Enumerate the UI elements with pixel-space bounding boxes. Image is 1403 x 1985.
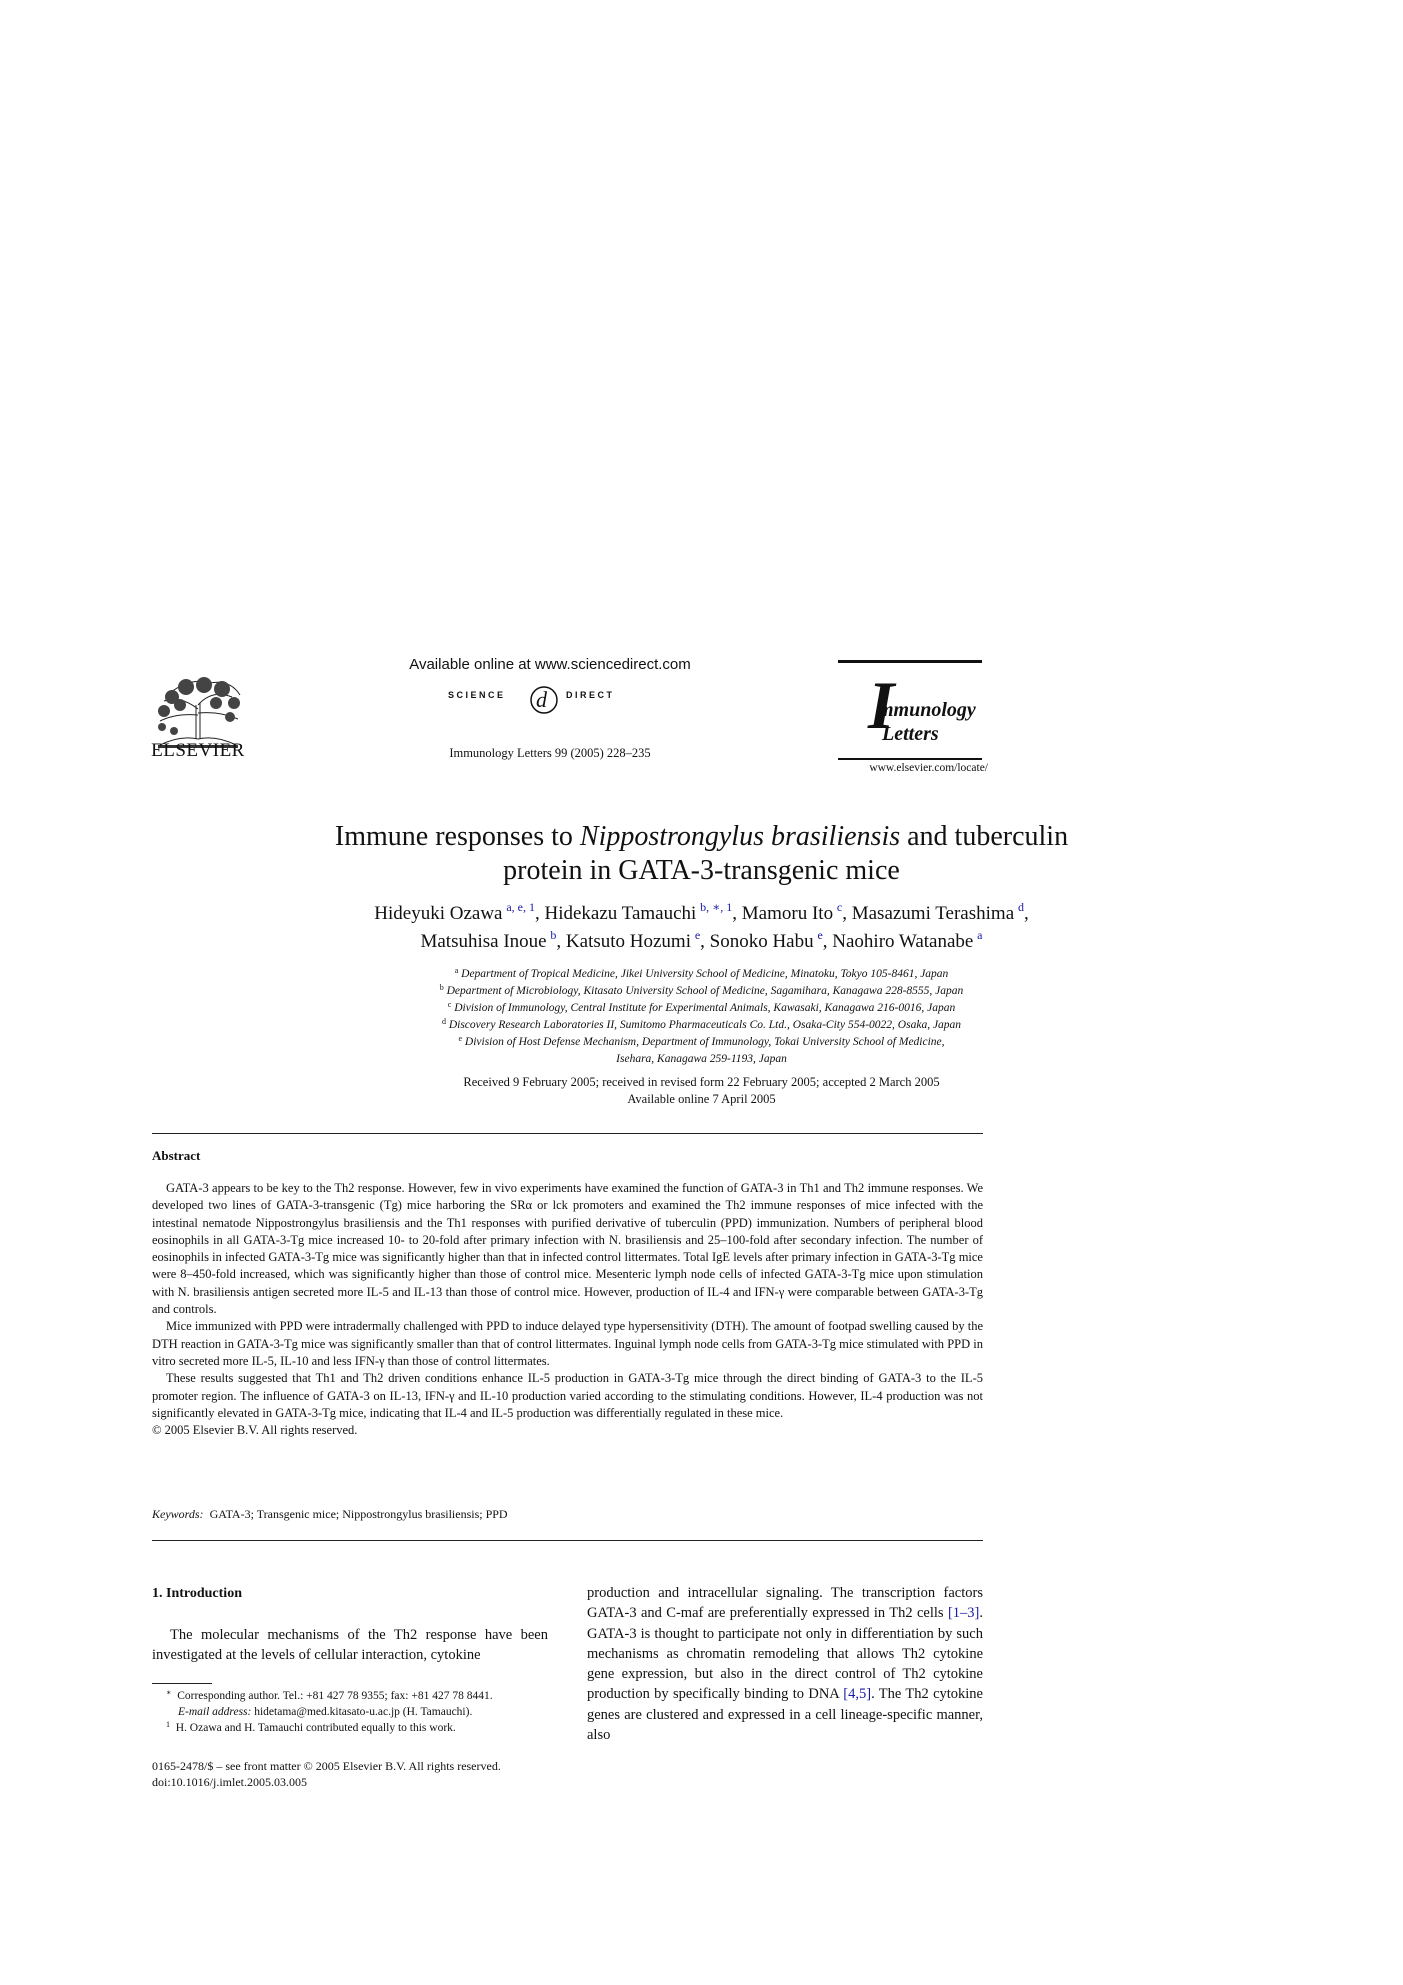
keywords: [152, 1507, 983, 1522]
citation-link[interactable]: [1–3]: [947, 1605, 980, 1622]
author: Katsuto Hozumi: [565, 931, 691, 952]
keywords-label: Keywords:: [152, 1507, 204, 1521]
affiliation: $^d$ Discovery Research Laboratories II, Sumitomo Pharmaceuticals Co. Ltd., Osaka-City 554-0022, Osaka, Japan: [441, 1017, 962, 1031]
article-title: Immune responses to Nippostrongylus brasiliensis and tuberculin protein in GATA-3-transgenic mice: [334, 821, 1069, 886]
sciencedirect-right: DIRECT: [566, 690, 615, 700]
divider: [152, 1133, 983, 1134]
left-column: [152, 1625, 548, 1666]
received-line: Received 9 February 2005; received in revised form 22 February 2005; accepted 2 March 2005: [463, 1075, 940, 1089]
citation-link[interactable]: [4,5]: [843, 1686, 872, 1703]
abstract-paragraph: These results suggested that Th1 and Th2 driven conditions enhance IL-5 production in GATA-3-Tg mice through the direct binding of GATA-3 to the IL-5 promoter region. The influence of GATA-3 on IL-13, IFN-γ and IL-10 production varied according to the stimulating conditions. However, IL-4 production was not significantly elevated in GATA-3-Tg mice, indicating that IL-4 and IL-5 production was differentially regulated in these mice.: [152, 1371, 983, 1420]
journal-url[interactable]: www.elsevier.com/locate/: [869, 762, 988, 774]
intro-paragraph: The molecular mechanisms of the Th2 response have been investigated at the levels of cellular interaction, cytokine: [152, 1627, 548, 1664]
footnote-rule: [152, 1683, 212, 1684]
available-online-line[interactable]: Available online at www.sciencedirect.com: [409, 656, 691, 673]
sciencedirect-left: SCIENCE: [448, 690, 506, 700]
affiliation-cont: Isehara, Kanagawa 259-1193, Japan: [616, 1053, 787, 1065]
affiliation: $^e$ Division of Host Defense Mechanism, Department of Immunology, Tokai University School of Medicine,: [458, 1034, 945, 1048]
author: Sonoko Habu: [709, 931, 814, 952]
affiliation: $^a$ Department of Tropical Medicine, Jikei University School of Medicine, Minatoku, Tokyo 105-8461, Japan: [454, 966, 949, 980]
publisher-name: ELSEVIER: [151, 740, 245, 761]
journal-logo: [838, 664, 982, 754]
front-matter: [152, 1758, 572, 1790]
divider: [152, 1540, 983, 1541]
available-line: Available online 7 April 2005: [627, 1092, 776, 1106]
footnotes: [152, 1688, 572, 1736]
abstract-paragraph: Mice immunized with PPD were intradermally challenged with PPD to induce delayed type hypersensitivity (DTH). The amount of footpad swelling caused by the DTH reaction in GATA-3-Tg mice was significantly smaller than that of control littermates. Inguinal lymph node cells from GATA-3-Tg mice stimulated with PPD in vitro secreted more IL-5, IL-10 and less IFN-γ than those of control littermates.: [152, 1319, 983, 1368]
author: Hideyuki Ozawa: [374, 903, 503, 924]
abstract-heading: Abstract: [152, 1148, 201, 1163]
footnote-email: E-mail address: hidetama@med.kitasato-u.ac.jp (H. Tamauchi).: [178, 1706, 473, 1718]
author: Hidekazu Tamauchi: [544, 903, 697, 924]
author: Naohiro Watanabe: [832, 931, 974, 952]
author: Matsuhisa Inoue: [420, 931, 547, 952]
affiliations: [160, 966, 1243, 1068]
author: Mamoru Ito: [741, 903, 834, 924]
sciencedirect-d-icon: [527, 680, 561, 716]
abstract-copyright: © 2005 Elsevier B.V. All rights reserved.: [152, 1423, 358, 1438]
doi-line[interactable]: doi:10.1016/j.imlet.2005.03.005: [152, 1775, 307, 1789]
abstract-body: [152, 1180, 983, 1439]
svg-text:mmunology: mmunology: [878, 699, 976, 721]
intro-paragraph-cont: production and intracellular signaling. The transcription factors GATA-3 and C-maf are preferentially expressed in Th2 cells [1–3]. GATA-3 is thought to participate not only in differentiation by such mechanisms as chromatin remodeling that allows Th2 cytokine gene expression, but also in the direct control of Th2 cytokine production by specifically binding to DNA [4,5]. The Th2 cytokine genes are clustered and expressed in a cell lineage-specific manner, also: [587, 1585, 983, 1744]
footnote-equal: $^1$ H. Ozawa and H. Tamauchi contributed equally to this work.: [166, 1720, 456, 1734]
journal-citation: Immunology Letters 99 (2005) 228–235: [449, 746, 651, 760]
article-dates: [160, 1074, 1243, 1108]
journal-logo-bottom-rule: [838, 758, 982, 760]
affiliation: $^b$ Department of Microbiology, Kitasato University School of Medicine, Sagamihara, Kanagawa 228-8555, Japan: [439, 983, 964, 997]
issn-line: 0165-2478/$ – see front matter © 2005 Elsevier B.V. All rights reserved.: [152, 1759, 501, 1773]
journal-logo-top-rule: [838, 660, 982, 663]
abstract-paragraph: GATA-3 appears to be key to the Th2 response. However, few in vivo experiments have examined the function of GATA-3 in Th1 and Th2 immune responses. We developed two lines of GATA-3-transgenic (Tg) mice harboring the SRα or lck promoters and examined the Th2 immune responses of mice infected with the intestinal nematode Nippostrongylus brasiliensis and the Th1 responses with purified derivative of tuberculin (PPD) immunization. Numbers of peripheral blood eosinophils in all GATA-3-Tg mice increased 10- to 20-fold after primary infection with N. brasiliensis and 25–100-fold after secondary infection. The number of eosinophils in infected GATA-3-Tg mice was significantly higher than that in infected control littermates. Total IgE levels after primary infection in GATA-3-Tg mice were 8–450-fold increased, which was significantly higher than those of control mice. Mesenteric lymph node cells of infected GATA-3-Tg mice upon stimulation with N. brasiliensis antigen secreted more IL-5 and IL-13 than those of control mice. However, production of IL-4 and IFN-γ were comparable between GATA-3-Tg and controls.: [152, 1181, 983, 1317]
section-heading: 1. Introduction: [152, 1586, 242, 1601]
affiliation: $^c$ Division of Immunology, Central Institute for Experimental Animals, Kawasaki, Kanagawa 216-0016, Japan: [447, 1000, 956, 1014]
footnote-corresponding: ∗ Corresponding author. Tel.: +81 427 78 9355; fax: +81 427 78 8441.: [166, 1688, 493, 1702]
svg-text:I: I: [868, 667, 895, 743]
svg-text:Letters: Letters: [882, 723, 939, 745]
author-list: Hideyuki Ozawa $^{a, e, 1}$, Hidekazu Tamauchi $^{b, ∗, 1}$, Mamoru Ito $^c$, Masazumi Terashima $^d$, Matsuhisa Inoue $^b$, Katsuto Hozumi $^e$, Sonoko Habu $^e$, Naohiro Watanabe $^a$: [374, 900, 1029, 952]
right-column: [587, 1583, 983, 1745]
keywords-values: GATA-3; Transgenic mice; Nippostrongylus brasiliensis; PPD: [209, 1507, 508, 1521]
svg-text:d: d: [536, 687, 547, 712]
author: Masazumi Terashima: [851, 903, 1015, 924]
